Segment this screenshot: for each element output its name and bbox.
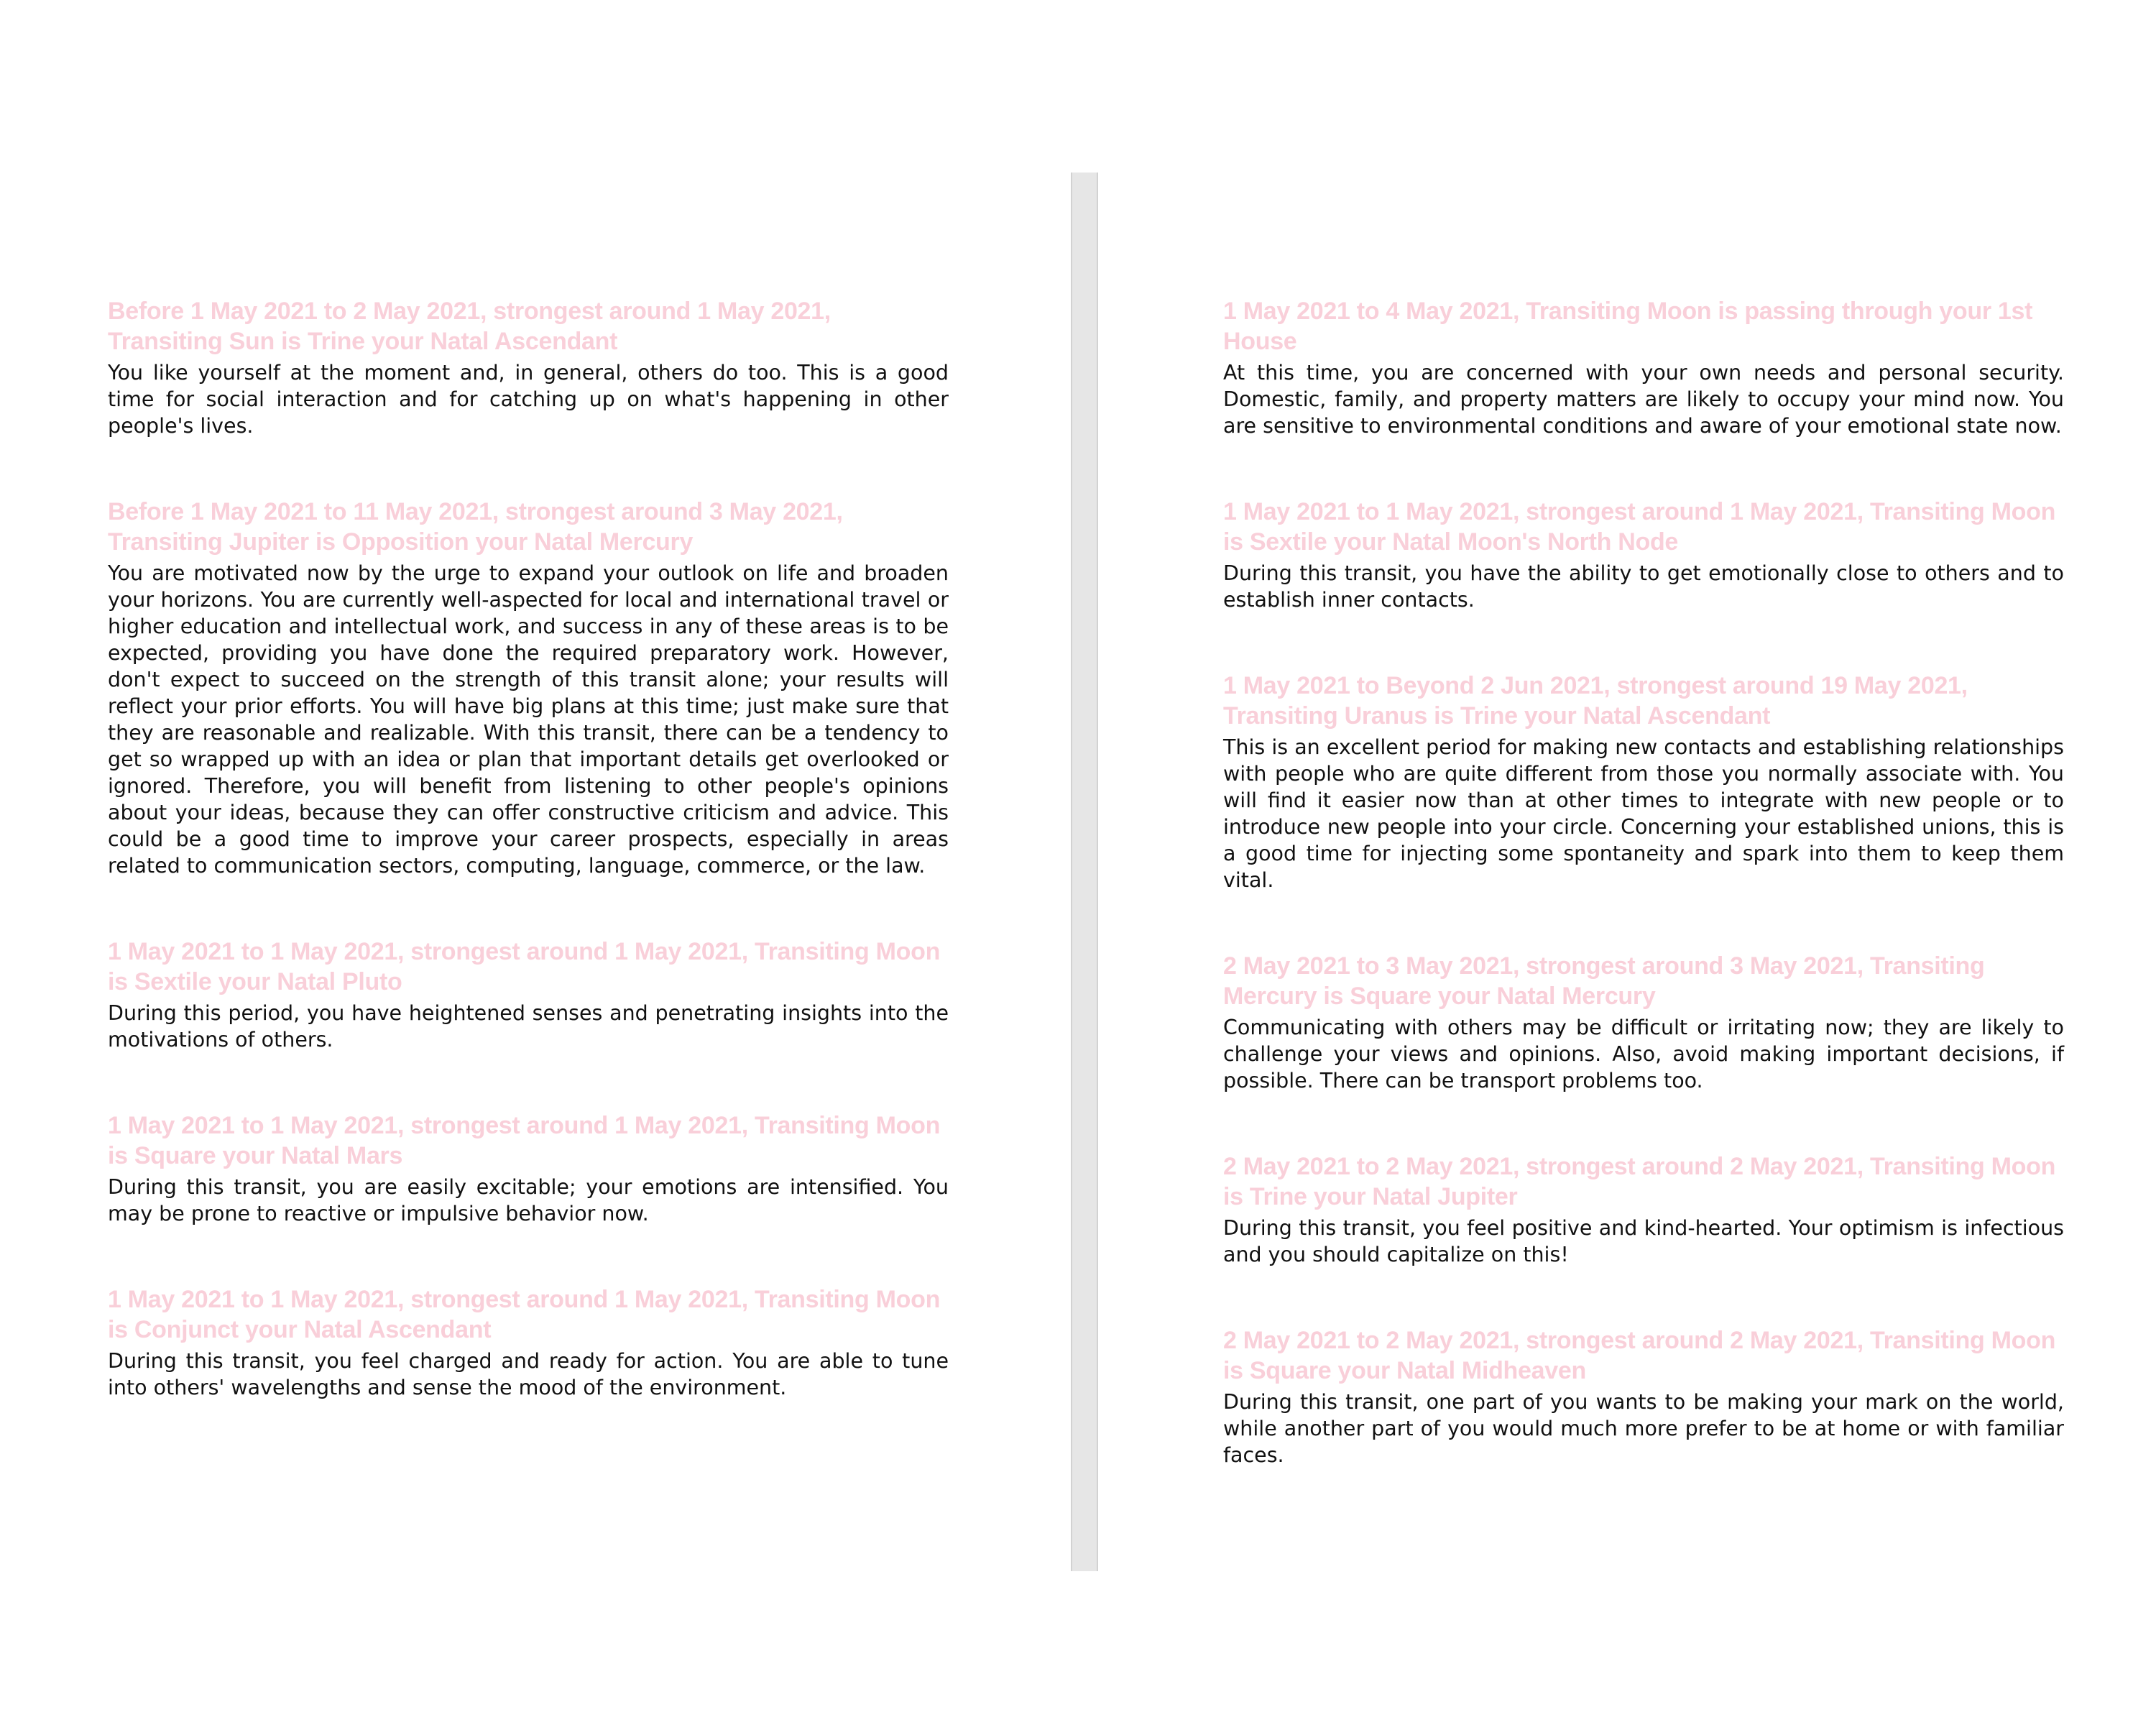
transit-heading: Before 1 May 2021 to 11 May 2021, strongest around 3 May 2021, Transiting Jupiter is Opposition your Natal Mercury: [108, 498, 843, 556]
transit-heading: 2 May 2021 to 2 May 2021, strongest around 2 May 2021, Transiting Moon is Square your Natal Midheaven: [1223, 1327, 2056, 1384]
transit-description: During this transit, you feel charged and ready for action. You are able to tune into others' wavelengths and sense the mood of the environment.: [108, 1349, 949, 1399]
transit-heading: 1 May 2021 to 4 May 2021, Transiting Moon is passing through your 1st House: [1223, 298, 2033, 355]
transit-entry: [108, 1110, 949, 1227]
transit-description: You are motivated now by the urge to expand your outlook on life and broaden your horizons. You are currently well-aspected for local and international travel or higher education and intellectual work, and success in any of these areas is to be expected, providing you have done the required preparatory work. However, don't expect to succeed on the strength of this transit alone; your results will reflect your prior efforts. You will have big plans at this time; just make sure that they are reasonable and realizable. With this transit, there can be a tendency to get so wrapped up with an idea or plan that important details get overlooked or ignored. Therefore, you will benefit from listening to other people's opinions about your ideas, because they can offer constructive criticism and advice. This could be a good time to improve your career prospects, especially in areas related to communication sectors, computing, language, commerce, or the law.: [108, 561, 949, 878]
transit-entry: [1223, 1325, 2064, 1468]
transit-entry: [1223, 296, 2064, 439]
left-page-column: [108, 296, 949, 1458]
transit-description: During this transit, you are easily excitable; your emotions are intensified. You may be prone to reactive or impulsive behavior now.: [108, 1175, 949, 1225]
transit-heading: Before 1 May 2021 to 2 May 2021, strongest around 1 May 2021, Transiting Sun is Trine your Natal Ascendant: [108, 298, 831, 355]
transit-entry: [108, 296, 949, 439]
transit-heading: 1 May 2021 to Beyond 2 Jun 2021, strongest around 19 May 2021, Transiting Uranus is Trine your Natal Ascendant: [1223, 672, 1968, 730]
transit-entry: [108, 937, 949, 1053]
right-page-column: [1223, 296, 2064, 1526]
transit-heading: 1 May 2021 to 1 May 2021, strongest around 1 May 2021, Transiting Moon is Sextile your Natal Moon's North Node: [1223, 498, 2056, 556]
transit-entry: [1223, 671, 2064, 893]
transit-heading: 1 May 2021 to 1 May 2021, strongest around 1 May 2021, Transiting Moon is Conjunct your Natal Ascendant: [108, 1286, 941, 1343]
transit-entry: [108, 497, 949, 879]
transit-entry: [1223, 1151, 2064, 1268]
transit-description: This is an excellent period for making new contacts and establishing relationships with people who are quite different from those you normally associate with. You will find it easier now than at other times to integrate with new people or to introduce new people into your circle. Concerning your established unions, this is a good time for injecting some spontaneity and spark into them to keep them vital.: [1223, 735, 2064, 892]
transit-description: During this transit, you feel positive and kind-hearted. Your optimism is infectious and you should capitalize on this!: [1223, 1216, 2064, 1266]
transit-entry: [1223, 951, 2064, 1094]
left-page: [0, 0, 1071, 1725]
transit-heading: 1 May 2021 to 1 May 2021, strongest around 1 May 2021, Transiting Moon is Square your Natal Mars: [108, 1112, 941, 1169]
transit-description: During this transit, one part of you wants to be making your mark on the world, while another part of you would much more prefer to be at home or with familiar faces.: [1223, 1390, 2064, 1467]
transit-description: At this time, you are concerned with your own needs and personal security. Domestic, family, and property matters are likely to occupy your mind now. You are sensitive to environmental conditions and aware of your emotional state now.: [1223, 361, 2064, 438]
right-page: [1098, 0, 2156, 1725]
transit-entry: [108, 1284, 949, 1401]
page-divider: [1071, 172, 1098, 1571]
transit-description: Communicating with others may be difficult or irritating now; they are likely to challenge your views and opinions. Also, avoid making important decisions, if possible. There can be transport problems too.: [1223, 1016, 2064, 1092]
transit-heading: 2 May 2021 to 3 May 2021, strongest around 3 May 2021, Transiting Mercury is Square your Natal Mercury: [1223, 952, 1985, 1010]
transit-description: You like yourself at the moment and, in general, others do too. This is a good time for social interaction and for catching up on what's happening in other people's lives.: [108, 361, 949, 438]
transit-heading: 2 May 2021 to 2 May 2021, strongest around 2 May 2021, Transiting Moon is Trine your Natal Jupiter: [1223, 1153, 2056, 1210]
transit-entry: [1223, 497, 2064, 613]
transit-heading: 1 May 2021 to 1 May 2021, strongest around 1 May 2021, Transiting Moon is Sextile your Natal Pluto: [108, 938, 941, 995]
transit-description: During this period, you have heightened senses and penetrating insights into the motivations of others.: [108, 1001, 949, 1052]
transit-description: During this transit, you have the ability to get emotionally close to others and to establish inner contacts.: [1223, 561, 2064, 612]
